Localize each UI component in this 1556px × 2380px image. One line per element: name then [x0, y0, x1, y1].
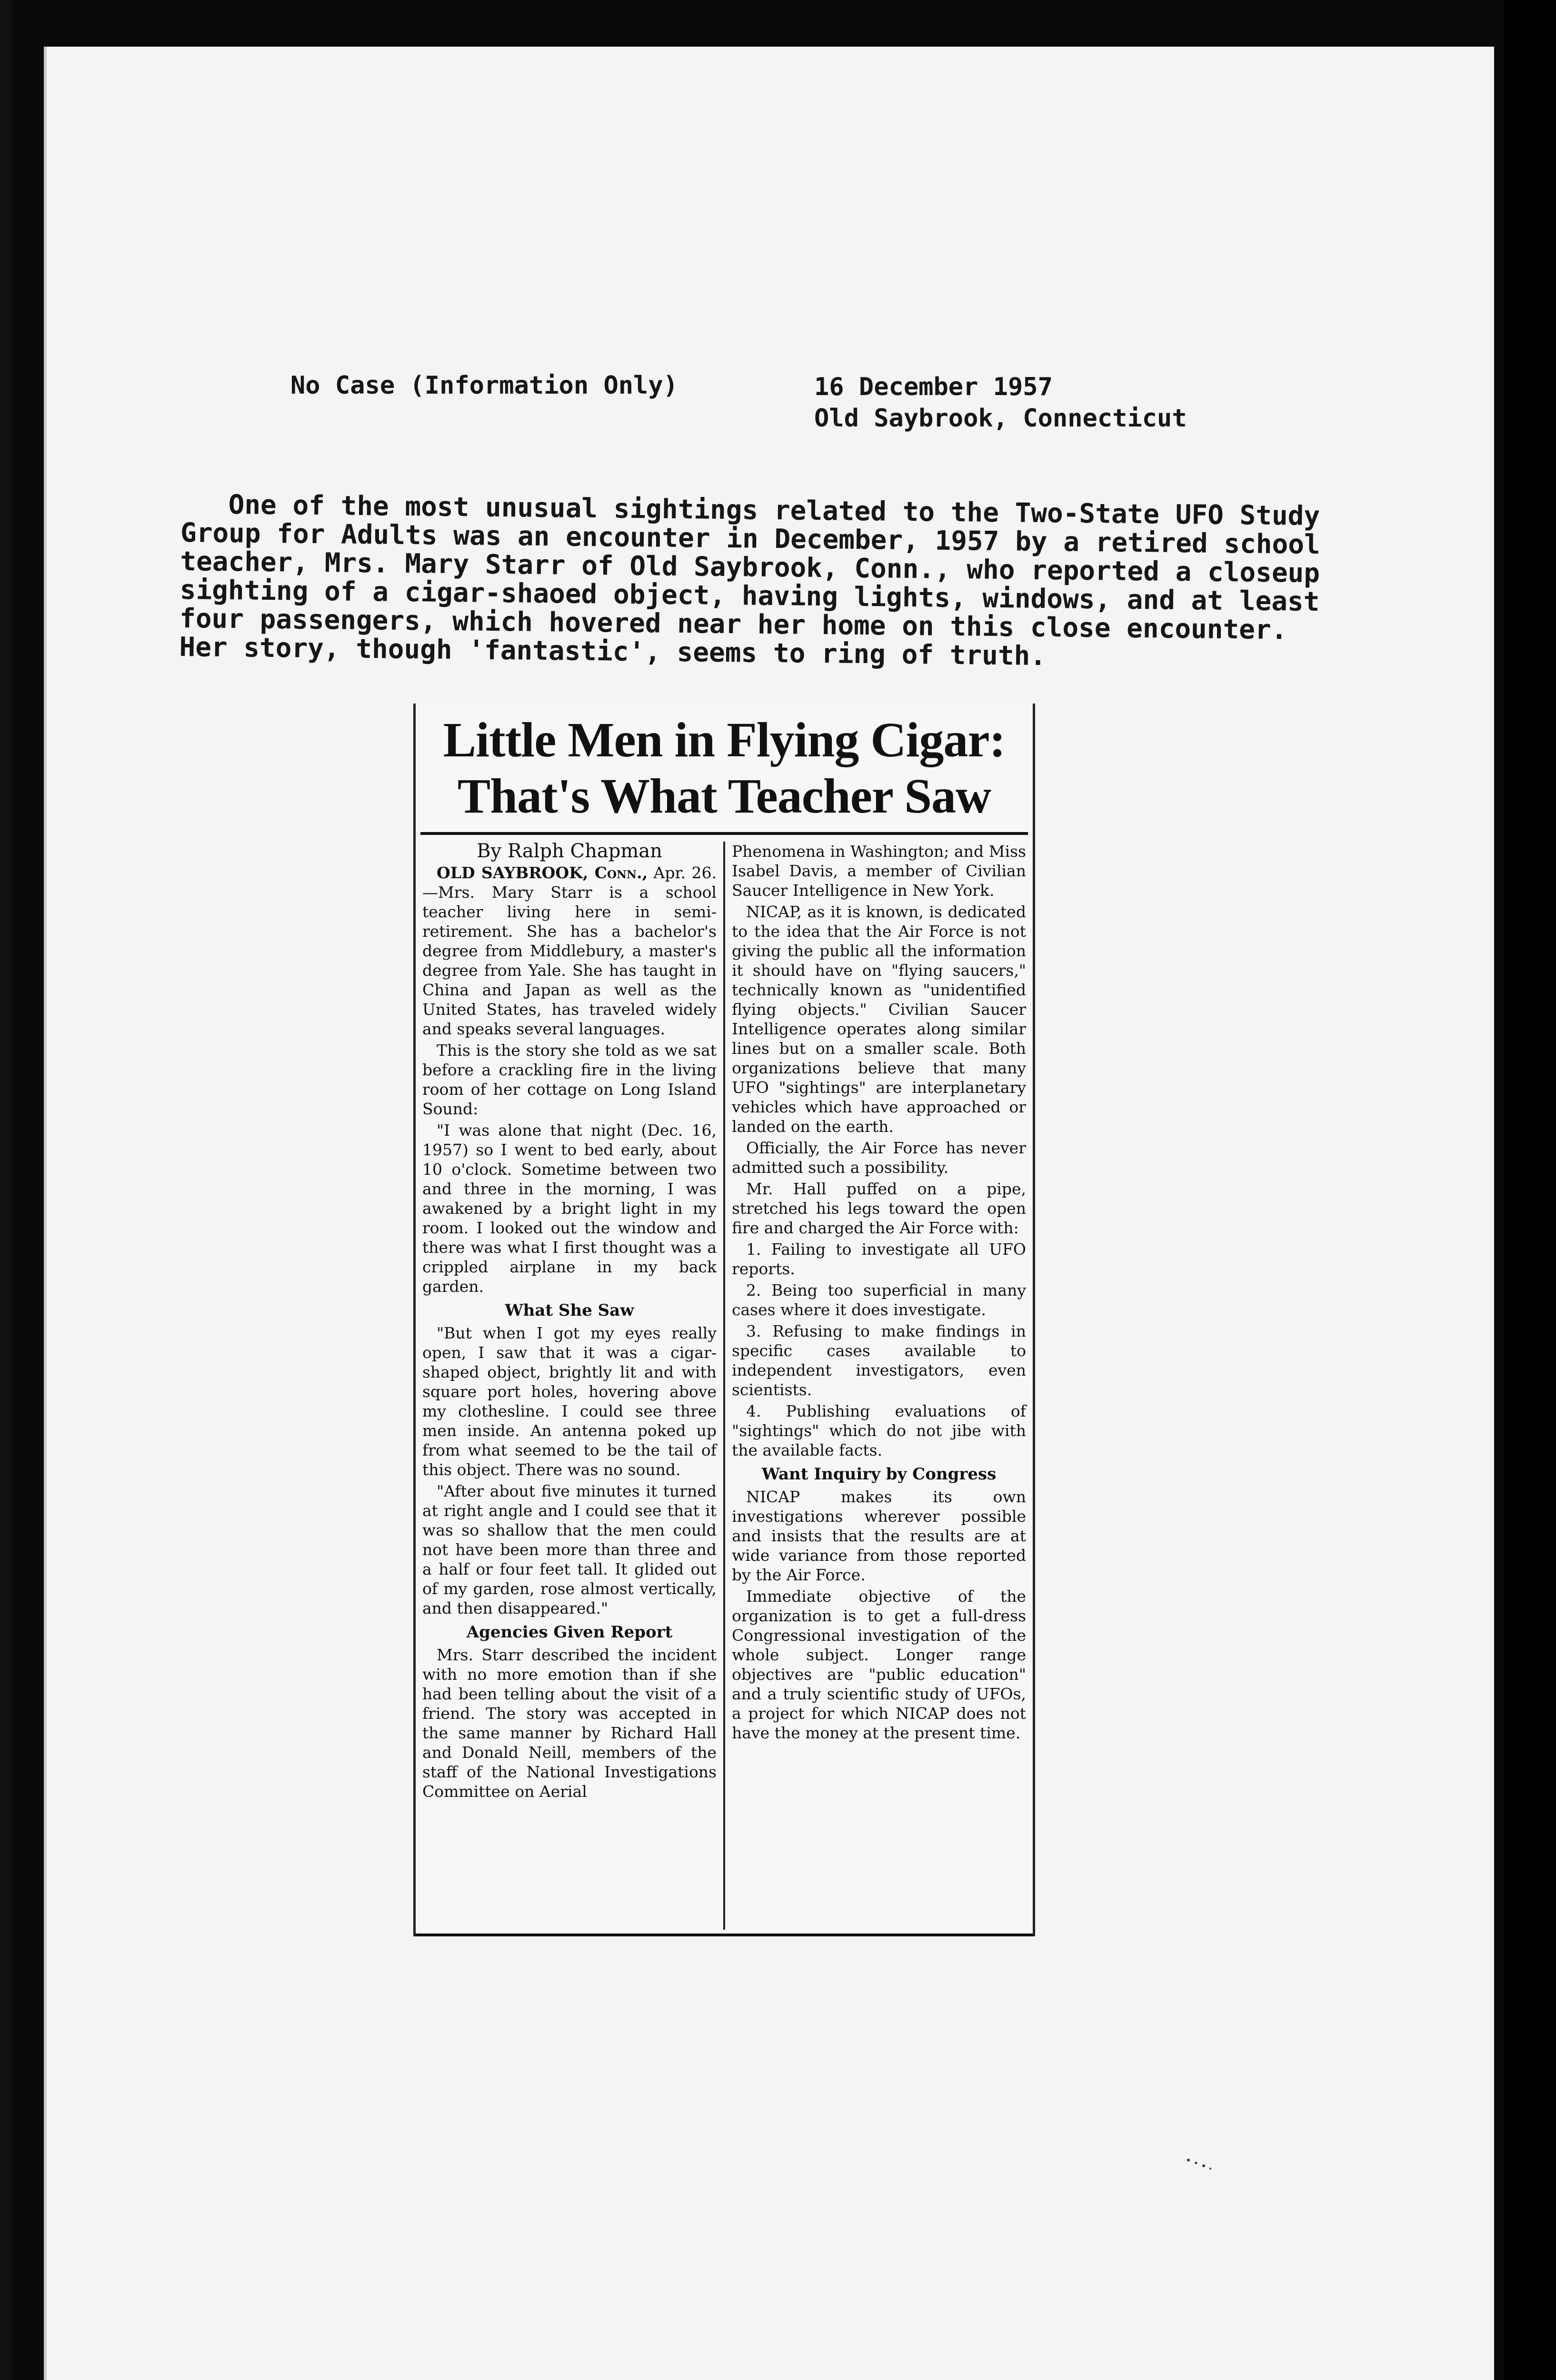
headline-rule	[420, 832, 1028, 835]
clipping-headline	[416, 712, 1033, 824]
article-paragraph: Mrs. Starr described the incident with no more emotion than if she had been telling about the visit of a friend. The story was accepted in the same manner by Richard Hall and Donald Neill, members of the staff of the National Investigations Committee on Aerial	[422, 1646, 717, 1801]
list-item: 1. Failing to investigate all UFO reports.	[732, 1240, 1026, 1278]
intro-text	[179, 490, 1333, 674]
article-paragraph: Officially, the Air Force has never admitted such a possibility.	[732, 1139, 1026, 1177]
article-paragraph: Phenomena in Washington; and Miss Isabel Davis, a member of Civilian Saucer Intelligence in New York.	[732, 842, 1026, 900]
byline: By Ralph Chapman	[477, 840, 662, 862]
list-item: 3. Refusing to make findings in specific cases available to independent investigators, even scientists.	[732, 1322, 1026, 1399]
article-paragraph: "I was alone that night (Dec. 16, 1957) so I went to bed early, about 10 o'clock. Sometime between two and three in the morning, I was awakened by a bright light in my room. I looked out the window and there was what I first thought was a crippled airplane in my back garden.	[422, 1121, 717, 1296]
film-edge-left	[0, 0, 11, 2380]
report-location: Old Saybrook, Connecticut	[814, 404, 1187, 433]
headline-line-2: That's What Teacher Saw	[457, 769, 991, 823]
header-date-location	[814, 371, 1187, 434]
article-paragraph: This is the story she told as we sat before a crackling fire in the living room of her cottage on Long Island Sound:	[422, 1041, 717, 1118]
article-paragraph: "After about five minutes it turned at right angle and I could see that it was so shallow that the men could not have been more than three and a half or four feet tall. It glided out of my garden, rose almost vertically, and then disappeared."	[422, 1482, 717, 1617]
film-edge-right	[1504, 0, 1556, 2380]
article-paragraph: Mr. Hall puffed on a pipe, stretched his legs toward the open fire and charged the Air Force with:	[732, 1180, 1026, 1237]
article-column-right	[725, 842, 1026, 1930]
article-paragraph: NICAP makes its own investigations wherever possible and insists that the results are at wide variance from those reported by the Air Force.	[732, 1488, 1026, 1584]
subhead-inquiry: Want Inquiry by Congress	[761, 1465, 997, 1484]
article-columns	[422, 842, 1026, 1930]
article-paragraph	[422, 863, 717, 1039]
clipping-bottom-rule	[416, 1934, 1033, 1936]
report-date: 16 December 1957	[814, 373, 1053, 401]
article-paragraph: Immediate objective of the organization is to get a full-dress Congressional investigation of the whole subject. Longer range objectives are "public education" and a truly scientific study of UFOs, a project for which NICAP does not have the money at the present time.	[732, 1587, 1026, 1742]
subhead-what-she-saw: What She Saw	[505, 1301, 634, 1320]
subhead-agencies: Agencies Given Report	[466, 1623, 673, 1642]
newspaper-clipping	[413, 704, 1035, 1936]
list-item: 4. Publishing evaluations of "sightings" which do not jibe with the available facts.	[732, 1402, 1026, 1459]
article-paragraph: "But when I got my eyes really open, I saw that it was a cigar-shaped object, brightly lit and with square port holes, hovering above my clothesline. I could see three men inside. An antenna poked up from what seemed to be the tail of this object. There was no sound.	[422, 1324, 717, 1479]
headline-line-1: Little Men in Flying Cigar:	[443, 713, 1006, 767]
dateline: OLD SAYBROOK, Conn.,	[437, 863, 648, 882]
article-paragraph: NICAP, as it is known, is dedicated to the idea that the Air Force is not giving the public all the information it should have on "flying saucers," technically known as "unidentified flying objects." Civilian Saucer Intelligence operates along similar lines but on a smaller scale. Both organizations believe that many UFO "sightings" are interplanetary vehicles which have approached or landed on the earth.	[732, 902, 1026, 1136]
paragraph-text: Apr. 26.—Mrs. Mary Starr is a school teacher living here in semi-retirement. She has a bachelor's degree from Middlebury, a master's degree from Yale. She has taught in China and Japan as well as the United States, has traveled widely and speaks several languages.	[422, 863, 717, 1038]
article-column-left	[422, 842, 725, 1930]
list-item: 2. Being too superficial in many cases where it does investigate.	[732, 1281, 1026, 1319]
scan-specks	[1186, 2156, 1214, 2171]
case-label: No Case (Information Only)	[290, 371, 678, 400]
intro-paragraph: One of the most unusual sightings related to the Two-State UFO Study Group for Adults was an encounter in December, 1957 by a retired school teacher, Mrs. Mary Starr of Old Saybrook, Conn., who reported a closeup sighting of a cigar-shaoed object, having lights, windows, and at least four passengers, which hovered near her home on this close encounter. Her story, though 'fantastic', seems to ring of truth.	[179, 489, 1321, 672]
